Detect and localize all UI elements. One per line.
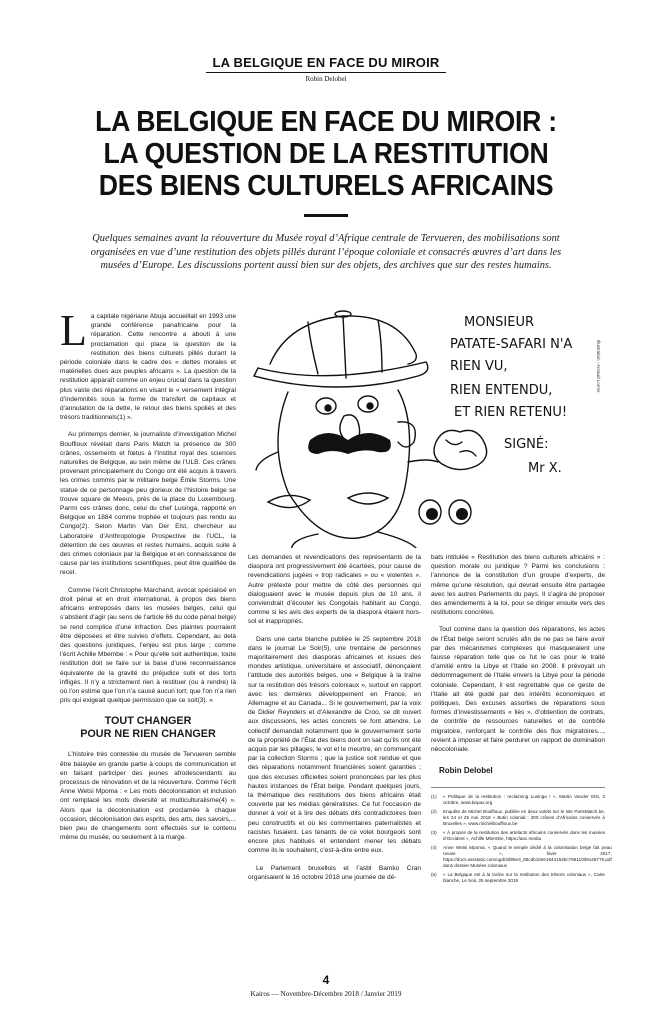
article-title — [63, 106, 589, 202]
running-title: LA BELGIQUE EN FACE DU MIROIR — [212, 55, 440, 70]
signer-name: Mr X. — [528, 461, 562, 476]
title-line-3: DES BIENS CULTURELS AFRICAINS — [98, 170, 554, 202]
title-divider — [304, 214, 348, 217]
moustache — [308, 433, 391, 454]
publication-footer: Kairos — Novembre-Décembre 2018 / Janvier 2019 — [250, 990, 402, 998]
cartoon-drawing — [248, 302, 590, 548]
header-author: Robin Delobel — [305, 75, 347, 83]
article-signature: Robin Delobel — [439, 766, 493, 776]
paragraph: Tout comme dans la question des réparations, les actes de l’État belge seront scrutés afin de ne pas se faire avoir par des mécanismes complexes qui masqueraient une fausse réparation telle que ce fut le cas pour le traité d’amitié entre la Libye et l’Italie en 2008. Il prévoyait un dédommagement de l’Italie envers la Libye pour la période coloniale. Cependant, il est regrettable que ce geste de l’Italie ait été guidé par des intérêts économiques et politiques. Des excuses assorties de réparations sous formes d’investissements « liés », d’obtention de contrats, de contrôle de ressources naturelles et de contrôle migratoire, renforçant le contrôle des flux migratoires..., revient à imposer et faire perdurer un rapport de domination néocoloniale. — [431, 626, 605, 754]
column-3 — [431, 553, 612, 887]
running-title-rule — [206, 72, 446, 73]
title-line-2: LA QUESTION DE LA RESTITUTION — [103, 138, 549, 170]
speech-line-4: RIEN ENTENDU, — [450, 383, 553, 398]
title-line-1: LA BELGIQUE EN FACE DU MIROIR : — [95, 106, 557, 138]
footnote: (3) « À propos de la restitution des artefacts africains conservés dans les musées d’Occident », Achille Mbembe, https://aoc.media — [431, 830, 605, 842]
section-subheading — [60, 715, 236, 740]
paragraph: Dans une carte blanche publiée le 25 septembre 2018 dans le journal Le Soir(5), une trentaine de personnes majoritairement des diasporas africaines et issues des mondes artistique, universitaire et associatif, dénonçaient l’attitude des autorités belges, une « Belgique à la traîne sur la restitution des trésors coloniaux », surtout en rapport avec les dernières développement en France, en Allemagne et au Canada... Si le gouvernement, par la voix de Didier Reynders et d’Alexandre de Croo, se dit ouvert aux discussions, les actes concrets se font attendre. Le collectif demandait notamment que le gouvernement sorte de la propriété de l’État des biens dont on sait qu’ils ont été acquis par les pillages, le vol et le meurtre, en commençant par la collection Storms ; que la justice soit rendue et que des réparations notamment financières soient garanties ; que des excuses officielles soient prononcées par les plus hautes instances de l’État belge. Pendant quelques jours, la thématique des restitutions des biens africains était couverte par les médias généralistes. Ce fut l’occasion de donner à voir et à lire des débats dits contradictoires bien peu constructifs et où les commentaires paternalistes et racistes fusaient. Les tenants de ce volet bourgeois sont encore plus habitués et entendent mener les débats comme ils le souhaitent, c’est-à-dire entre eux. — [248, 635, 421, 855]
footnote: (1) « Politique de la restitution : reclaiming Lusinga ! », Martin Vander Elst, 3 octobre, www.bepax.org — [431, 794, 605, 806]
column-2 — [248, 553, 421, 890]
paragraph: Le Parlement bruxellois et l’asbl Bamko Cran organisaient le 16 octobre 2018 une journée de dé- — [248, 864, 421, 881]
footnote: (5) « La Belgique est à la traîne sur la restitution des trésors coloniaux », Carte blanche, Le Soir, 25 septembre 2018 — [431, 872, 605, 884]
potato-body — [278, 390, 410, 538]
subhead-line-1: TOUT CHANGER — [104, 715, 192, 728]
paragraph: Comme l’écrit Christophe Marchand, avocat spécialisé en droit pénal et en droit international, à propos des biens africains entreposés dans les musées belges, celui qui s’abstient d’agir (au sens de l’article 66 du code pénal belge) se rend complice d’une infraction. Des plaintes pourraient être déposées et être suivies d’effets. Cependant, au delà des questions juridiques, l’enjeu est plus large ; comme l’écrit Achille Mbembe : « Pour qu’elle soit authentique, toute restitution doit se faire sur la base d’une reconnaissance équivalente de la gravité du préjudice subi et des torts infligés. Il n’y a strictement rien à restituer (ou à rendre) là où l’on estime que l’on n’a causé aucun tort; que l’on n’a rien pris qui exigeait quelque permission que ce soit(3). » — [60, 586, 236, 705]
paragraph: bats intitulée « Restitution des biens culturels africains » : question morale ou juridique ? Parmi les conclusions : l’annonce de la constitution d’un groupe d’experts, de même qu’une résolution, qui devrait ensuite être partagée avec les autres Parlements du pays. Il s’agira de proposer des amendements à la loi, pour se diriger ensuite vers des restitutions concrètes. — [431, 554, 605, 617]
signed-label: SIGNÉ: — [504, 437, 549, 452]
page-number: 4 — [322, 973, 330, 987]
illustration-credit: Illustration : Arnaud Lorme — [596, 340, 601, 393]
article-lede: Quelques semaines avant la réouverture du Musée royal d’Afrique centrale de Tervueren, des mobilisations sont organisées en vue d’une restitution des objets pillés durant l’époque coloniale et consacrés œuvres d’art dans les musées d’Europe. Les discussions portent aussi bien sur des objets, des archives que sur des restes humains. — [90, 233, 562, 271]
paragraph — [60, 306, 236, 422]
speech-line-1: MONSIEUR — [464, 315, 535, 330]
brain-drawing — [434, 430, 487, 469]
footnote: (2) Enquête de Michel Bouffioux, publiée en deux volets sur le site ParisMatch.be, les 24 et 25 mai 2018 « Butin colonial : 300 crânes d’Africains conservés à Bruxelles », www.michelbouffioux.be — [431, 809, 605, 827]
paragraph: Les demandes et revendications des représentants de la diaspora ont progressivement été écartées, pour cause de revendications jugées « trop radicales » ou « violentes ». Autre prétexte pour mettre de côté des personnes qui dialoguaient avec le musée depuis plus de 10 ans, il conviendrait d’écouter les Congolais habitant au Congo, comme si les avis des experts de la diaspora étaient hors-sol et inappropriés. — [248, 554, 421, 626]
paragraph: Au printemps dernier, le journaliste d’investigation Michel Bouffioux révélait dans Paris Match la présence de 300 crânes, ossements et fœtus à l’Institut royal des sciences naturelles de Belgique, au sein même de l’ULB. Ces crânes provenant principalement du Congo ont été acquis à travers les crimes commis par le militaire belge Émile Storms. Une statue de ce personnage peu glorieux de l’histoire belge se trouve square de Meeus, près de la place du Luxembourg. Parmi ces crânes donc, celui du chef Lusinga, rapporté en Belgique en 1884 comme trophée et toujours pas rendu au Congo(2). Selon Martin Van Der Elst, chercheur au Laboratoire d’Anthropologie Prospective de l’UCL, la détention de ces œuvres et restes humains, acquis suite à des crimes coloniaux par la Belgique et en connaissance de cause par les institutions scientifiques, peut être qualifiée de recel. — [60, 431, 236, 577]
drop-cap: L — [60, 306, 87, 355]
helmet-brim — [254, 362, 428, 387]
paragraph: L’histoire très contestée du musée de Tervueren semble être balayée en grande partie à coups de communication et en faisant participer des jeunes afrodescendants au processus de rénovation et de la réouverture. Comme l’écrit Anne Wetsi Mpoma : « Les mots décolonisation et inclusion ont remplacé les mots diversité et multiculturalisme(4) ». Alors que la décolonisation est proclamée à chaque occasion, décolonisation des esprits, des arts, des savoirs,... bien peu de changements sont effectués sur le contenu même du musée, ou seulement à la marge. — [60, 751, 236, 842]
illustration-potato-explorer — [248, 302, 590, 548]
speech-line-3: RIEN VU, — [450, 359, 508, 374]
speech-line-2: PATATE-SAFARI N'A — [450, 337, 573, 352]
column-1 — [60, 306, 236, 850]
paragraph-text: a capitale nigériane Abuja accueillait en 1993 une grande conférence panafricaine pour la réparation. Cette rencontre a abouti à une proclamation qui place la question de la restitution des biens culturels pillés durant la période coloniale dans le cadre des « dettes morales et matérielles dues aux peuples africains ». La question de la restitution apparaît comme un enjeu crucial dans la question plus vaste des réparations en visant le « versement intégral d’indemnités sous la forme de transfert de capitaux et d’annulation de la dette, le retour des biens spoliés et des trésors traditionnels(1) ». — [60, 313, 236, 422]
footnotes — [431, 787, 612, 884]
subhead-line-2: POUR NE RIEN CHANGER — [80, 727, 216, 740]
speech-line-5: ET RIEN RETENU! — [454, 405, 568, 420]
footnote: (4) Anne Wetsi Mpoma, « Quand le temple dédié à la colonisation belge fait peau neuve », hiver 2017, https://docs.wixstatic.com/ugd/3d95e3_86cdb150e1844154bc75611008148776.pdf dans dossier Musées coloniaux — [431, 845, 612, 869]
